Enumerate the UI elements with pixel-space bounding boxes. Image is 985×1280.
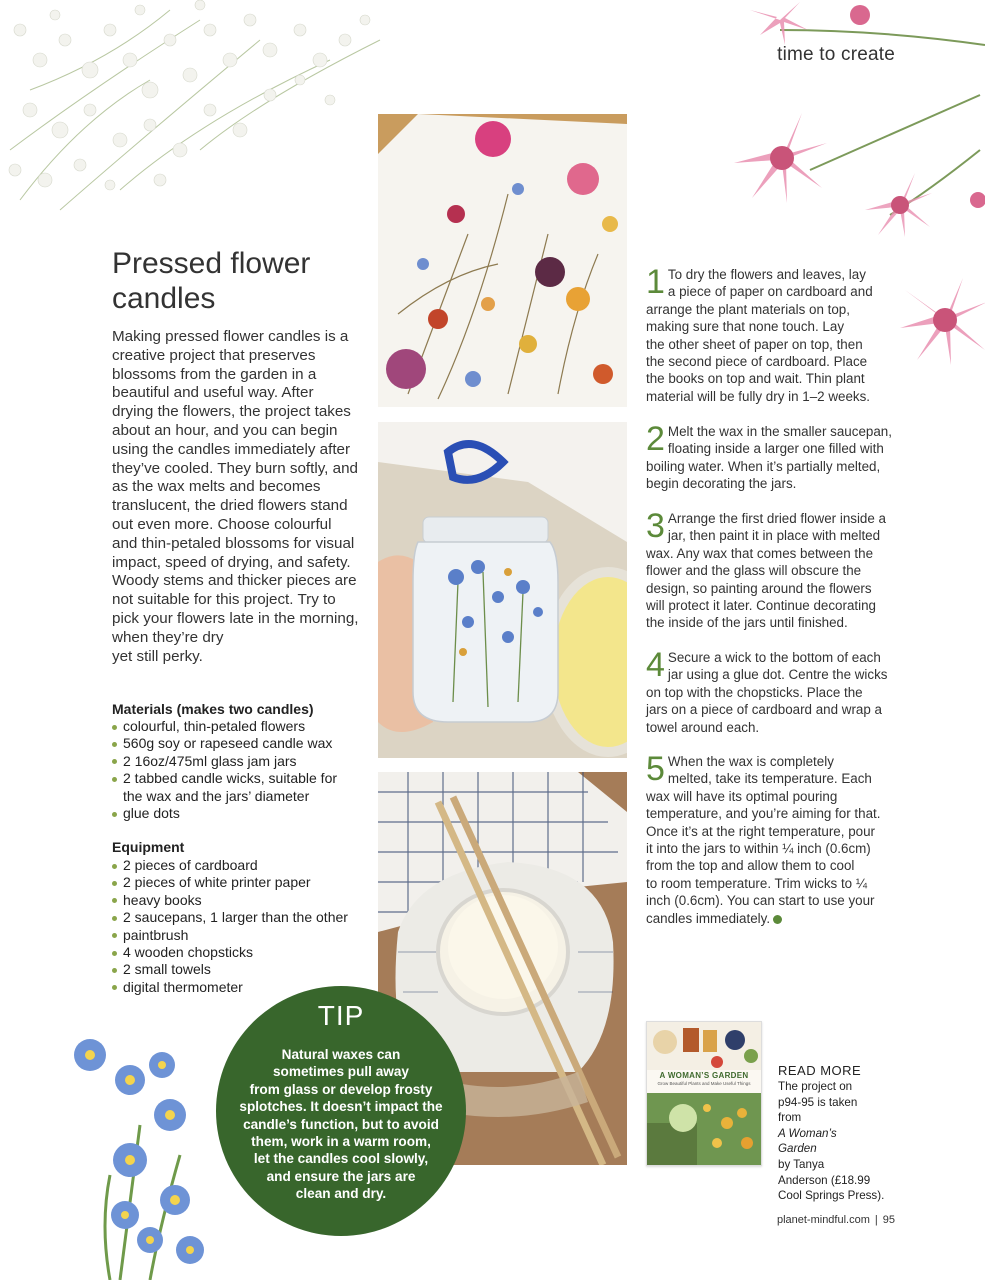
- read-more-line: [778, 1110, 898, 1141]
- step-line: a piece of paper on cardboard and: [667, 284, 873, 300]
- list-item: [112, 944, 348, 961]
- pressed-flowers-illustration: [378, 114, 627, 407]
- step-line: the books on top and wait. Thin plant: [646, 371, 865, 387]
- read-more-body: [778, 1079, 898, 1204]
- step-line: the second piece of cardboard. Place: [646, 354, 868, 370]
- list-item-text: glue dots: [123, 805, 180, 822]
- list-item: [112, 892, 348, 909]
- read-more-text: from: [778, 1111, 802, 1125]
- list-item-text: 2 16oz/475ml glass jam jars: [123, 752, 297, 769]
- book-cover: [646, 1021, 762, 1166]
- list-item-continuation: the wax and the jars’ diameter: [123, 787, 310, 804]
- tip-line: and ensure the jars are: [266, 1168, 416, 1184]
- read-more-line: p94-95 is taken: [778, 1095, 858, 1109]
- section-tag: time to create: [777, 44, 895, 65]
- list-item: [112, 857, 348, 874]
- tip-line: Natural waxes can: [281, 1047, 401, 1062]
- intro-line: not suitable for this project. Try to: [112, 591, 336, 609]
- step-line: melted, take its temperature. Each: [667, 771, 872, 787]
- list-item-text: 2 small towels: [123, 961, 211, 978]
- intro-line: when they’re dry: [112, 628, 224, 646]
- intro-line: blossoms from the garden in a: [112, 365, 317, 383]
- step-line: the inside of the jars until finished.: [646, 615, 848, 631]
- list-item: [112, 753, 337, 770]
- list-item-text: 2 pieces of white printer paper: [123, 874, 311, 891]
- step-line: Once it’s at the right temperature, pour: [646, 823, 876, 839]
- step-line: When the wax is completely: [667, 754, 834, 769]
- step-3: [646, 507, 898, 632]
- step-line: Melt the wax in the smaller saucepan,: [667, 424, 892, 439]
- read-more-line: The project on: [778, 1080, 853, 1093]
- list-item: [112, 961, 348, 978]
- step-line: Arrange the first dried flower inside a: [667, 511, 886, 526]
- read-more-heading: READ MORE: [778, 1063, 862, 1078]
- intro-line: yet still perky.: [112, 647, 203, 665]
- step-line: To dry the flowers and leaves, lay: [667, 267, 866, 282]
- intro-line: they’ve cooled. They burn softly, and: [112, 459, 358, 477]
- step-line: arrange the plant materials on top,: [646, 301, 850, 317]
- step-line: making sure that none touch. Lay: [646, 319, 845, 335]
- tip-line: clean and dry.: [295, 1186, 387, 1202]
- step-line: flower and the glass will obscure the: [646, 563, 862, 579]
- list-item: [112, 735, 337, 752]
- read-more-line: Anderson (£18.99: [778, 1173, 871, 1187]
- list-item: [112, 718, 337, 735]
- step-line: material will be fully dry in 1–2 weeks.: [646, 388, 871, 404]
- step-line: floating inside a larger one filled with: [667, 441, 884, 457]
- step-1: [646, 263, 898, 405]
- footer-separator: |: [874, 1214, 878, 1226]
- page-footer: [777, 1214, 895, 1226]
- step-2: [646, 420, 898, 493]
- step-line: inch (0.6cm). You can start to use your: [646, 893, 875, 909]
- list-item: [112, 770, 337, 805]
- intro-line: beautiful and useful way. After: [112, 384, 314, 402]
- intro-line: pick your flowers late in the morning,: [112, 609, 359, 627]
- step-line: wax will have its optimal pouring: [646, 788, 838, 804]
- intro-line: drying the flowers, the project takes: [112, 403, 351, 421]
- intro-line: translucent, the dried flowers stand: [112, 497, 348, 515]
- list-item: [112, 874, 348, 891]
- gypsophila-decoration: [0, 0, 400, 215]
- tip-body: [216, 1046, 466, 1203]
- step-5: [646, 750, 898, 927]
- intro-line: about an hour, and you can begin: [112, 421, 338, 439]
- step-line: to room temperature. Trim wicks to ¼: [646, 875, 868, 891]
- tip-line: sometimes pull away: [273, 1064, 409, 1080]
- intro-line: Woody stems and thicker pieces are: [112, 572, 357, 590]
- list-item-text: 4 wooden chopsticks: [123, 944, 253, 961]
- intro-line: and thin-petaled blossoms for visual: [112, 534, 355, 552]
- tip-line: them, work in a warm room,: [251, 1134, 431, 1150]
- tip-heading: TIP: [317, 1000, 365, 1031]
- step-line: jar, then paint it in place with melted: [667, 528, 881, 544]
- list-item: [112, 927, 348, 944]
- step-line: the other sheet of paper on top, then: [646, 336, 863, 352]
- step-number: 2: [646, 420, 665, 458]
- read-more-text: by Tanya: [778, 1157, 825, 1171]
- step-line: it into the jars to within ¼ inch (0.6cm): [646, 841, 871, 857]
- book-title-italic: A Woman’s: [778, 1126, 837, 1140]
- step-line: Secure a wick to the bottom of each: [667, 650, 881, 665]
- step-line: jar using a glue dot. Centre the wicks: [667, 667, 888, 683]
- step-number: 5: [646, 750, 665, 788]
- step-4: [646, 646, 898, 736]
- list-item-text: colourful, thin-petaled flowers: [123, 718, 306, 734]
- materials-heading: Materials (makes two candles): [112, 701, 314, 717]
- step-line-last: [646, 910, 898, 927]
- book-title-italic: Garden: [778, 1142, 817, 1156]
- step-number: 4: [646, 646, 665, 684]
- intro-line: as the wax melts and becomes: [112, 478, 321, 496]
- materials-list: [112, 718, 337, 822]
- step-number: 3: [646, 507, 665, 545]
- list-item-text: heavy books: [123, 891, 202, 908]
- step-line: from the top and allow them to cool: [646, 858, 855, 874]
- list-item-text: 2 saucepans, 1 larger than the other: [123, 909, 348, 926]
- step-line: temperature, and you’re aiming for that.: [646, 806, 881, 822]
- list-item: [112, 805, 337, 822]
- list-item-text: digital thermometer: [123, 978, 243, 995]
- book-cover-top-illustration: [647, 1022, 761, 1070]
- intro-paragraph: [112, 328, 366, 666]
- read-more-line: [778, 1141, 898, 1172]
- list-item-text: 2 pieces of cardboard: [123, 857, 258, 873]
- decorated-jar-illustration: [378, 422, 627, 758]
- step-line: on top with the chopsticks. Place the: [646, 684, 863, 700]
- book-cover-title: A WOMAN’S GARDEN: [659, 1071, 749, 1080]
- step-line: candles immediately.: [646, 910, 771, 926]
- intro-line: using the candles immediately after: [112, 440, 351, 458]
- step-line: begin decorating the jars.: [646, 476, 797, 492]
- tip-line: candle’s function, but to avoid: [243, 1116, 439, 1132]
- intro-line: out even more. Choose colourful: [112, 515, 332, 533]
- footer-site: planet-mindful.com: [776, 1214, 870, 1226]
- step-line: boiling water. When it’s partially melted,: [646, 458, 881, 474]
- equipment-heading: Equipment: [112, 839, 185, 855]
- list-item-text: paintbrush: [123, 926, 189, 943]
- book-cover-subtitle: Grow Beautiful Plants and Make Useful Things: [657, 1081, 751, 1086]
- intro-line: Making pressed flower candles is a: [112, 328, 349, 345]
- end-mark-icon: [773, 915, 782, 924]
- step-number: 1: [646, 263, 665, 301]
- step-line: will protect it later. Continue decorating: [646, 598, 876, 614]
- intro-line: creative project that preserves: [112, 346, 316, 364]
- step-line: towel around each.: [646, 719, 760, 735]
- tip-line: from glass or develop frosty: [249, 1081, 433, 1097]
- page-number: 95: [882, 1214, 895, 1226]
- book-cover-bottom-illustration: [647, 1093, 761, 1165]
- forget-me-not-decoration: [50, 1025, 220, 1280]
- tip-line: let the candles cool slowly,: [253, 1151, 429, 1167]
- list-item-text: 560g soy or rapeseed candle wax: [123, 735, 333, 752]
- equipment-list: [112, 857, 348, 996]
- list-item: [112, 909, 348, 926]
- read-more-line: Cool Springs Press).: [778, 1189, 885, 1203]
- photo-pressed-flowers: [378, 114, 627, 407]
- list-item-text: 2 tabbed candle wicks, suitable for: [123, 770, 338, 787]
- intro-line: impact, speed of drying, and safety.: [112, 553, 351, 571]
- tip-circle: [216, 986, 466, 1236]
- tip-line: splotches. It doesn’t impact the: [239, 1099, 443, 1115]
- step-line: jars on a piece of cardboard and wrap a: [646, 702, 882, 718]
- article-title: Pressed flower candles: [112, 247, 311, 315]
- photo-decorated-jar: [378, 422, 627, 758]
- step-line: wax. Any wax that comes between the: [646, 545, 874, 561]
- step-line: design, so painting around the flowers: [646, 580, 872, 596]
